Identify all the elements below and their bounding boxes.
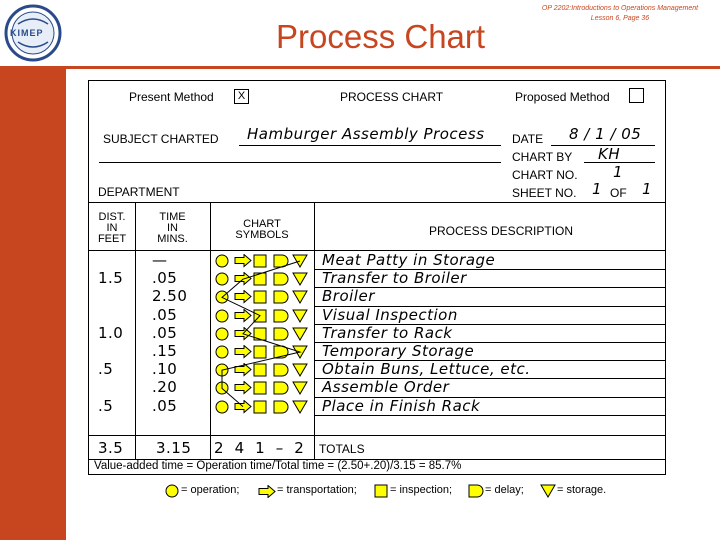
- course-line-2: Lesson 6, Page 36: [590, 15, 650, 22]
- total-distance: 3.5: [98, 439, 124, 457]
- dist-header-line3: FEET: [97, 233, 127, 245]
- symbols-header-line2: SYMBOLS: [235, 229, 289, 241]
- totals-rule: [89, 435, 665, 436]
- value-added-formula: Value-added time = Operation time/Total time = (2.50+.20)/3.15 = 85.7%: [94, 460, 462, 472]
- proposed-method-label: Proposed Method: [515, 90, 610, 104]
- dist-header-line1: DIST.: [98, 211, 126, 223]
- row-time: .05: [152, 396, 178, 415]
- present-method-checkbox: X: [234, 89, 249, 104]
- row-rule: [314, 415, 665, 416]
- header-rule: [66, 66, 720, 69]
- dist-header-line2: IN: [106, 222, 118, 234]
- operation-legend-label: = operation;: [181, 484, 240, 496]
- sheet-no-label: SHEET NO.: [512, 186, 577, 200]
- subject-underline: [239, 145, 501, 146]
- symbols-column-header: [210, 219, 314, 241]
- row-description: Place in Finish Rack: [322, 396, 481, 415]
- inspection-legend-label: = inspection;: [390, 484, 453, 496]
- inspection-legend-icon: [374, 484, 388, 498]
- delay-legend-icon: [468, 484, 484, 498]
- form-title: PROCESS CHART: [340, 90, 444, 104]
- row-description: Transfer to Rack: [322, 323, 453, 342]
- page-title: Process Chart: [276, 18, 486, 55]
- course-caption: [520, 4, 720, 24]
- department-label: DEPARTMENT: [98, 185, 180, 199]
- subject-label: SUBJECT CHARTED: [103, 132, 219, 146]
- sidebar-band: [0, 0, 66, 540]
- chart-by-label: CHART BY: [512, 150, 573, 164]
- dist-column-header: [89, 212, 135, 245]
- storage-legend-label: = storage.: [557, 484, 607, 496]
- row-time: .20: [152, 378, 178, 397]
- row-time: —: [152, 251, 168, 269]
- row-description: Obtain Buns, Lettuce, etc.: [322, 360, 531, 379]
- course-line-1: OP 2202:Introductions to Operations Management: [541, 5, 699, 12]
- proposed-method-checkbox: [629, 88, 644, 103]
- university-logo: KIMEP: [0, 0, 66, 66]
- time-header-line1: TIME: [159, 211, 186, 223]
- subject-second-underline: [99, 162, 501, 163]
- operation-legend-icon: [165, 484, 179, 498]
- date-value: 8 / 1 / 05: [569, 125, 642, 143]
- row-time: .10: [152, 360, 178, 379]
- sheet-of-value: 1: [642, 180, 653, 198]
- chart-by-value: KH: [598, 145, 621, 163]
- description-column-header: PROCESS DESCRIPTION: [429, 224, 574, 238]
- time-header-line2: IN: [167, 222, 178, 234]
- row-time: .05: [152, 269, 178, 288]
- row-description: Broiler: [322, 287, 375, 306]
- transportation-legend-icon: [258, 485, 276, 498]
- row-distance: 1.0: [98, 323, 124, 342]
- totals-label: TOTALS: [319, 442, 365, 456]
- present-method-label: Present Method: [129, 90, 214, 104]
- row-description: Temporary Storage: [322, 342, 475, 360]
- row-description: Visual Inspection: [322, 305, 458, 324]
- row-time: .05: [152, 305, 178, 324]
- subject-value: Hamburger Assembly Process: [247, 125, 485, 143]
- sheet-no-value: 1: [592, 180, 603, 198]
- time-header-line3: MINS.: [157, 233, 188, 245]
- process-flow-line: [210, 252, 314, 432]
- col-divider-3: [314, 202, 315, 459]
- chart-no-value: 1: [613, 163, 624, 181]
- storage-legend-icon: [540, 484, 556, 498]
- total-symbol-counts: 2 4 1 – 2: [214, 439, 305, 457]
- process-chart-form: [88, 80, 666, 475]
- date-label: DATE: [512, 132, 544, 146]
- transportation-legend-label: = transportation;: [277, 484, 357, 496]
- row-description: Transfer to Broiler: [322, 269, 467, 288]
- total-time: 3.15: [156, 439, 192, 457]
- row-description: Meat Patty in Storage: [322, 251, 496, 269]
- row-distance: .5: [98, 396, 114, 415]
- sheet-of-label: OF: [610, 186, 627, 200]
- row-distance: 1.5: [98, 269, 124, 288]
- row-distance: .5: [98, 360, 114, 379]
- time-column-header: [135, 212, 210, 245]
- row-description: Assemble Order: [322, 378, 450, 397]
- chart-no-label: CHART NO.: [512, 168, 578, 182]
- delay-legend-label: = delay;: [485, 484, 524, 496]
- row-time: .05: [152, 323, 178, 342]
- row-time: 2.50: [152, 287, 188, 306]
- row-time: .15: [152, 342, 178, 360]
- table-top-rule: [89, 202, 665, 203]
- symbols-header-line1: CHART: [243, 218, 281, 230]
